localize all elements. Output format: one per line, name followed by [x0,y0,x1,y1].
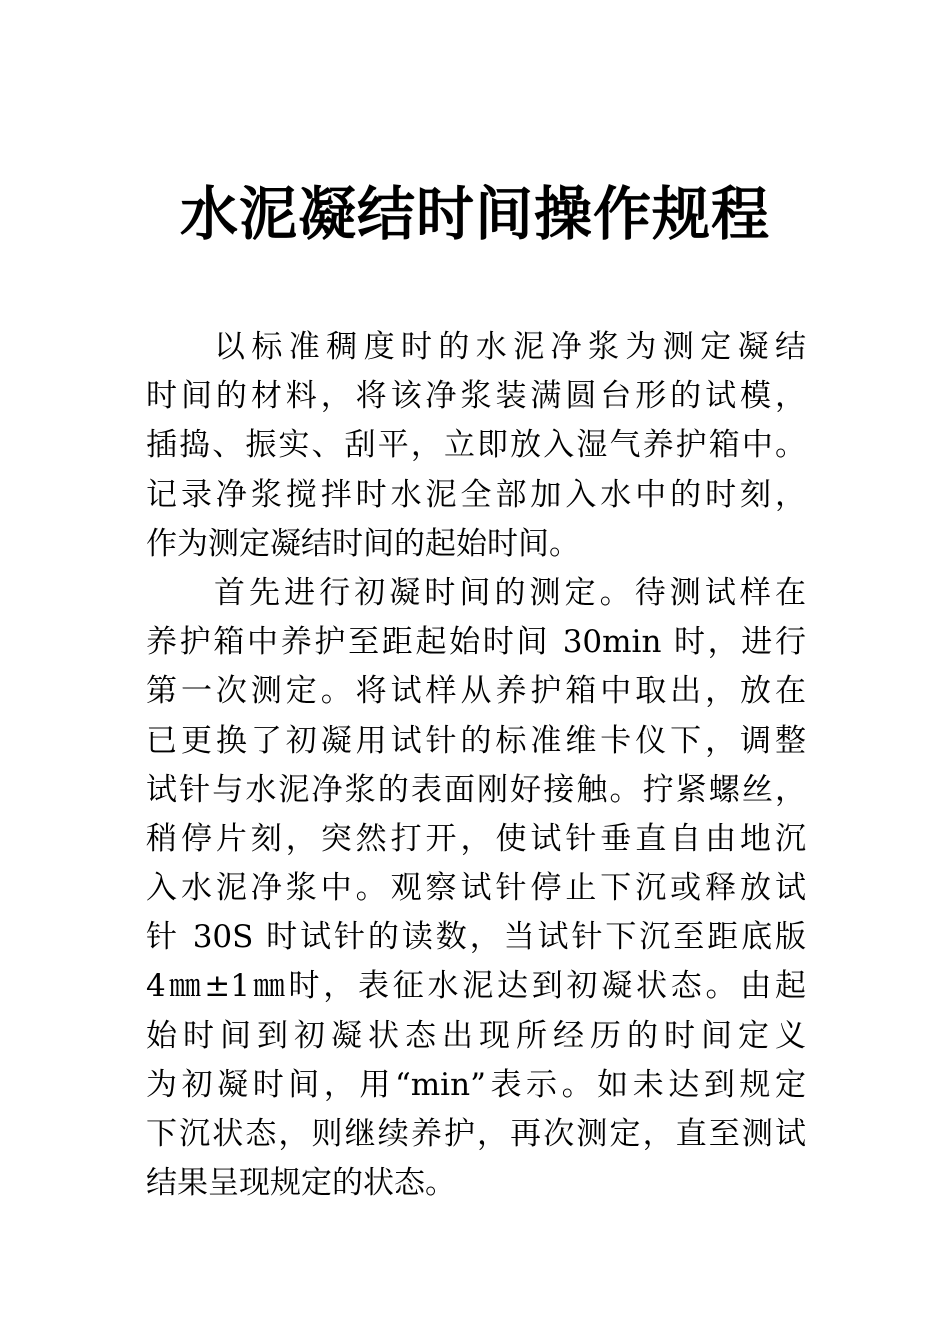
body-text-line: 已更换了初凝用试针的标准维卡仪下，调整 [146,722,806,759]
body-text-line: 时间的材料，将该净浆装满圆台形的试模， [146,378,806,415]
body-text-line: 作为测定凝结时间的起始时间。 [146,525,580,562]
body-text-line: 记录净浆搅拌时水泥全部加入水中的时刻， [146,476,806,513]
body-text-line: 4㎜±1㎜时，表征水泥达到初凝状态。由起 [146,968,806,1005]
body-text-line: 结果呈现规定的状态。 [146,1165,456,1202]
body-text-line: 插捣、振实、刮平，立即放入湿气养护箱中。 [146,427,806,464]
body-text-line: 为初凝时间，用“min”表示。如未达到规定 [146,1066,806,1103]
body-text-line: 试针与水泥净浆的表面刚好接触。拧紧螺丝， [146,771,806,808]
page-title: 水泥凝结时间操作规程 [179,180,770,248]
document-body [146,323,806,1208]
body-text-line: 下沉状态，则继续养护，再次测定，直至测试 [146,1116,806,1152]
body-text-line: 针 30S 时试针的读数，当试针下沉至距底版 [146,919,806,956]
body-text-line: 首先进行初凝时间的测定。待测试样在 [214,574,806,611]
body-text-line: 稍停片刻，突然打开，使试针垂直自由地沉 [146,820,806,857]
body-text-line: 第一次测定。将试样从养护箱中取出，放在 [146,673,806,710]
body-text-line: 以标准稠度时的水泥净浆为测定凝结 [214,329,806,365]
body-text-line: 入水泥净浆中。观察试针停止下沉或释放试 [146,870,806,907]
body-text-line: 始时间到初凝状态出现所经历的时间定义 [146,1017,806,1054]
body-text-line: 养护箱中养护至距起始时间 30min 时，进行 [146,624,806,661]
